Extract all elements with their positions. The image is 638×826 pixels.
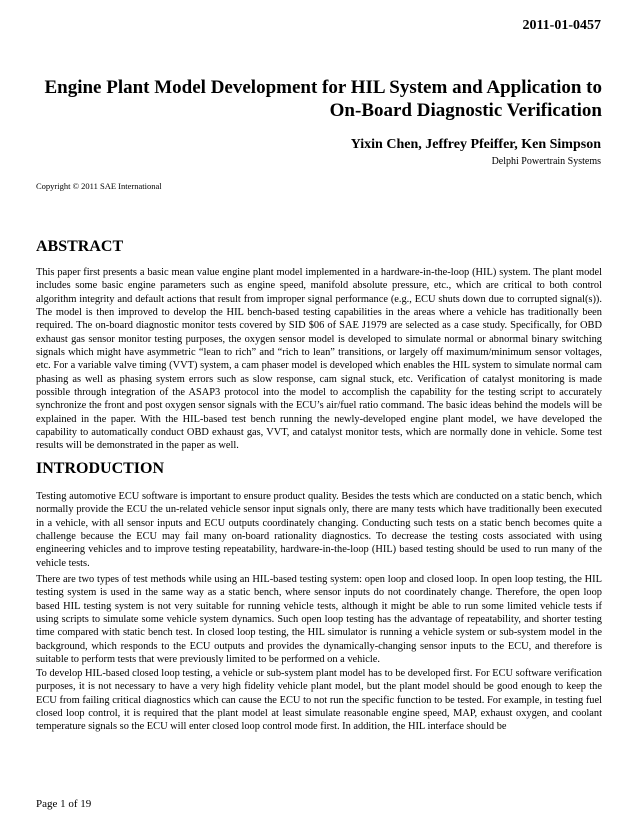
copyright-notice: Copyright © 2011 SAE International xyxy=(36,181,162,191)
introduction-paragraph-3: To develop HIL-based closed loop testing, a vehicle or sub-system plant model has to be developed first. For ECU software verification purposes, it is not necessary to have a very high fidelity vehicle plant model, but the plant model should be good enough to keep the ECU from failing critical diagnostics which can cause the ECU to not run the specific function to be tested. For example, in testing fuel closed loop control, it is required that the plant model at least simulate reasonable engine speed, MAP, exhaust oxygen, and coolant temperature signals so the ECU will enter closed loop control mode first. In addition, the HIL interface should be xyxy=(36,668,602,733)
author-affiliation: Delphi Powertrain Systems xyxy=(491,156,601,167)
paper-title: Engine Plant Model Development for HIL System and Application to On-Board Diagnostic Verification xyxy=(44,77,602,121)
author-list: Yixin Chen, Jeffrey Pfeiffer, Ken Simpson xyxy=(350,137,601,152)
paper-number: 2011-01-0457 xyxy=(522,18,601,33)
abstract-heading: ABSTRACT xyxy=(36,238,124,255)
abstract-paragraph: This paper first presents a basic mean value engine plant model implemented in a hardware-in-the-loop (HIL) system. The plant model includes some basic engine parameters such as engine speed, manifold absolute pressure, etc., which are critical to both control algorithm integrity and default actions that result from improper signal performance (e.g., ECU shuts down due to corrupted signal(s)). The model is then improved to develop the HIL bench-based testing capabilities in the areas where a vehicle has traditionally been required. The on-board diagnostic monitor tests covered by SID $06 of SAE J1979 are selected as a case study. Specifically, for OBD exhaust gas sensor monitor testing purposes, the oxygen sensor model is developed to simulate normal or abnormal binary switching signals which might have asymmetric “lean to rich” and “rich to lean” transitions, or largely off maximum/minimum sensor voltages, etc. For a variable valve timing (VVT) system, a cam phaser model is developed which enables the HIL system to simulate normal cam phasing as well as phasing system errors such as slow response, cam signal stuck, etc. Verification of catalyst monitoring is made possible through integration of the ASAP3 protocol into the model to accomplish the capability for the testing script to accurately synchronize the front and post oxygen sensor signals with the ECU’s air/fuel ratio command. The basic ideas behind the models will be explained in the paper. With the HIL-based test bench running the newly-developed engine plant model, we have developed the capability to automatically conduct OBD exhaust gas, VVT, and catalyst monitor tests, which are normally done in vehicle. Some test results will be demonstrated in the paper as well. xyxy=(36,267,602,452)
introduction-paragraph-2: There are two types of test methods while using an HIL-based testing system: open loop and closed loop. In open loop testing, the HIL testing system is used in the same way as a static bench, where sensor inputs do not coordinately change. Therefore, the open loop based HIL testing system is not very suitable for running vehicle tests, although it might be able to run some limited vehicle tests if using scripts to simulate some vehicle system dynamics. Such open loop testing has the advantage of repeatability, and shorter testing time compared with static bench test. In closed loop testing, the HIL simulator is running a vehicle system or sub-system model in the background, which responds to the ECU outputs and provides the dynamically-changing sensor inputs to the ECU, and therefore is suitable to perform tests that were previously limited to be performed on a vehicle. xyxy=(36,574,602,666)
introduction-paragraph-1: Testing automotive ECU software is important to ensure product quality. Besides the tests which are conducted on a static bench, which normally provide the ECU the un-related vehicle sensor input signals only, there are many tests which have traditionally been executed in a vehicle, with all sensor inputs and ECU outputs coordinately changing. Conducting such tests on a static bench becomes quite a challenge because the ECU may fail many on-board rationality diagnostics. To decrease the testing costs associated with using engineering vehicles and to improve testing repeatability, hardware-in-the-loop (HIL) based testing should be used to run many of the vehicle tests. xyxy=(36,491,602,569)
introduction-heading: INTRODUCTION xyxy=(36,460,165,477)
page-number: Page 1 of 19 xyxy=(36,798,92,810)
